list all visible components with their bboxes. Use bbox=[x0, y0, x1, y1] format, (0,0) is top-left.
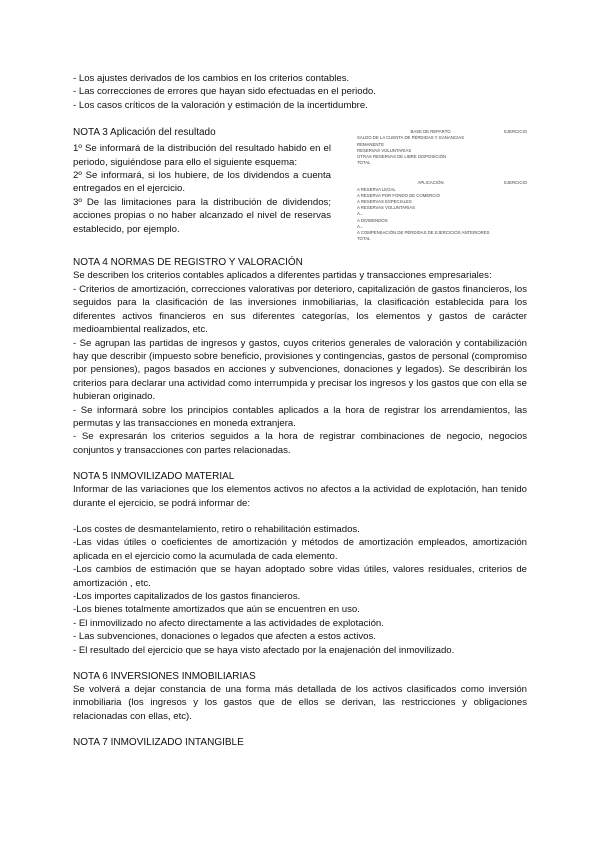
nota7-heading: NOTA 7 INMOVILIZADO INTANGIBLE bbox=[73, 737, 244, 749]
table-row: OTRAS RESERVAS DE LIBRE DISPOSICIÓN bbox=[357, 154, 447, 160]
base-header-right: EJERCICIO bbox=[504, 129, 527, 135]
table-row: RESERVAS VOLUNTARIAS bbox=[357, 147, 412, 153]
document-page bbox=[73, 72, 527, 749]
list-item: -Las vidas útiles o coeficientes de amortización y métodos de amortización empleados, amortización aplicada en el ejercicio como la acumulada de cada elemento. bbox=[73, 537, 527, 562]
list-item: -Los importes capitalizados de los gastos financieros. bbox=[73, 591, 301, 602]
app-header-right: EJERCICIO bbox=[504, 180, 527, 186]
nota5-intro: Informar de las variaciones que los elementos activos no afectos a la actividad de explotación, han tenido durante el ejercicio, se podrá informar de: bbox=[73, 484, 527, 509]
table-row: A COMPENSACIÓN DE PÉRDIDAS DE EJERCICIOS ANTERIORES bbox=[357, 230, 490, 236]
table-row: A RESERVA POR FONDO DE COMERCIO bbox=[357, 192, 440, 198]
nota6-heading: NOTA 6 INVERSIONES INMOBILIARIAS bbox=[73, 671, 256, 683]
nota3-paragraph: 3º De las limitaciones para la distribución de dividendos; acciones propias o no haber alcanzado el nivel de reservas establecido, por ejemplo. bbox=[73, 196, 331, 235]
table-row: TOTAL bbox=[357, 160, 371, 166]
nota4-paragraph: - Se agrupan las partidas de ingresos y gastos, cuyos criterios generales de valoración y contabilización hay que describir (impuesto sobre beneficio, provisiones y contingencias, gastos de personal (compromiso por pensiones), pagos basados en acciones y subvenciones, donaciones y legados). Se describirán los criterios para declarar una actividad como interrumpida y precisar los ingresos y los gastos que con ella se hubieran originado. bbox=[73, 337, 527, 403]
table-row: SALDO DE LA CUENTA DE PÉRDIDAS Y GANANCIAS bbox=[357, 135, 464, 141]
nota3-text bbox=[73, 142, 331, 242]
nota4-paragraph: - Criterios de amortización, correcciones valorativas por deterioro, capitalización de gastos financieros, los seguidos para la clasificación de las inversiones inmobiliarias, la clasificación establecida para los diferentes activos financieros en sus diferentes categorías, los elementos y gastos de carácter medioambiental realizados, etc. bbox=[73, 283, 527, 336]
base-header: BASE DE REPARTO bbox=[410, 129, 451, 135]
nota3-heading: NOTA 3 Aplicación del resultado bbox=[73, 127, 216, 139]
nota4-paragraph: Se describen los criterios contables aplicados a diferentes partidas y transacciones empresariales: bbox=[73, 270, 492, 282]
table-row: A DIVIDENDOS bbox=[357, 217, 388, 223]
list-item: - Los ajustes derivados de los cambios en los criterios contables. bbox=[73, 73, 350, 84]
app-header: APLICACIÓN bbox=[417, 180, 444, 186]
list-item: - El resultado del ejercicio que se haya visto afectado por la enajenación del inmovilizado. bbox=[73, 644, 455, 656]
list-item: -Los costes de desmantelamiento, retiro o rehabilitación estimados. bbox=[73, 523, 360, 535]
table-row: A RESERVA LEGAL bbox=[357, 186, 396, 192]
nota3-paragraph: 2º Se informará, si los hubiere, de los dividendos a cuenta entregados en el ejercicio. bbox=[73, 170, 331, 195]
distribution-table bbox=[357, 128, 527, 242]
table-header bbox=[357, 180, 527, 186]
list-item: - El inmovilizado no afecto directamente a las actividades de explotación. bbox=[73, 617, 384, 629]
nota4-paragraph: - Se informará sobre los principios contables aplicados a la hora de registrar los arrendamientos, las permutas y las transacciones en moneda extranjera. bbox=[73, 404, 527, 429]
list-item: - Las subvenciones, donaciones o legados que afecten a estos activos. bbox=[73, 631, 376, 643]
nota4-paragraph: - Se expresarán los criterios seguidos a la hora de registrar combinaciones de negocio, negocios conjuntos y transacciones con partes relacionadas. bbox=[73, 431, 527, 456]
table-row: A RESERVAS ESPECIALES bbox=[357, 199, 412, 205]
table-row: TOTAL bbox=[357, 236, 371, 242]
top-list bbox=[73, 72, 527, 112]
table-row: A... bbox=[357, 223, 364, 229]
nota4-heading: NOTA 4 NORMAS DE REGISTRO Y VALORACIÓN bbox=[73, 257, 303, 269]
nota5-heading: NOTA 5 INMOVILIZADO MATERIAL bbox=[73, 471, 235, 483]
list-item: - Los casos críticos de la valoración y estimación de la incertidumbre. bbox=[73, 99, 368, 111]
nota6-paragraph: Se volverá a dejar constancia de una forma más detallada de los activos clasificados como inversión inmobiliaria (los ingresos y los gastos que de ellos se derivan, las restricciones y obligaciones relacionadas con ellas, etc). bbox=[73, 684, 527, 722]
table-row: A... bbox=[357, 211, 364, 217]
nota3-paragraph: 1º Se informará de la distribución del resultado habido en el periodo, siguiéndose para ello el siguiente esquema: bbox=[73, 143, 331, 168]
list-item: -Los cambios de estimación que se hayan adoptado sobre vidas útiles, valores residuales, criterios de amortización , etc. bbox=[73, 564, 527, 589]
table-row: REMANENTE bbox=[357, 141, 384, 147]
table-row: A RESERVAS VOLUNTARIAS bbox=[357, 205, 416, 211]
list-item: - Las correcciones de errores que hayan sido efectuadas en el periodo. bbox=[73, 86, 376, 98]
list-item: -Los bienes totalmente amortizados que aún se encuentren en uso. bbox=[73, 604, 360, 616]
